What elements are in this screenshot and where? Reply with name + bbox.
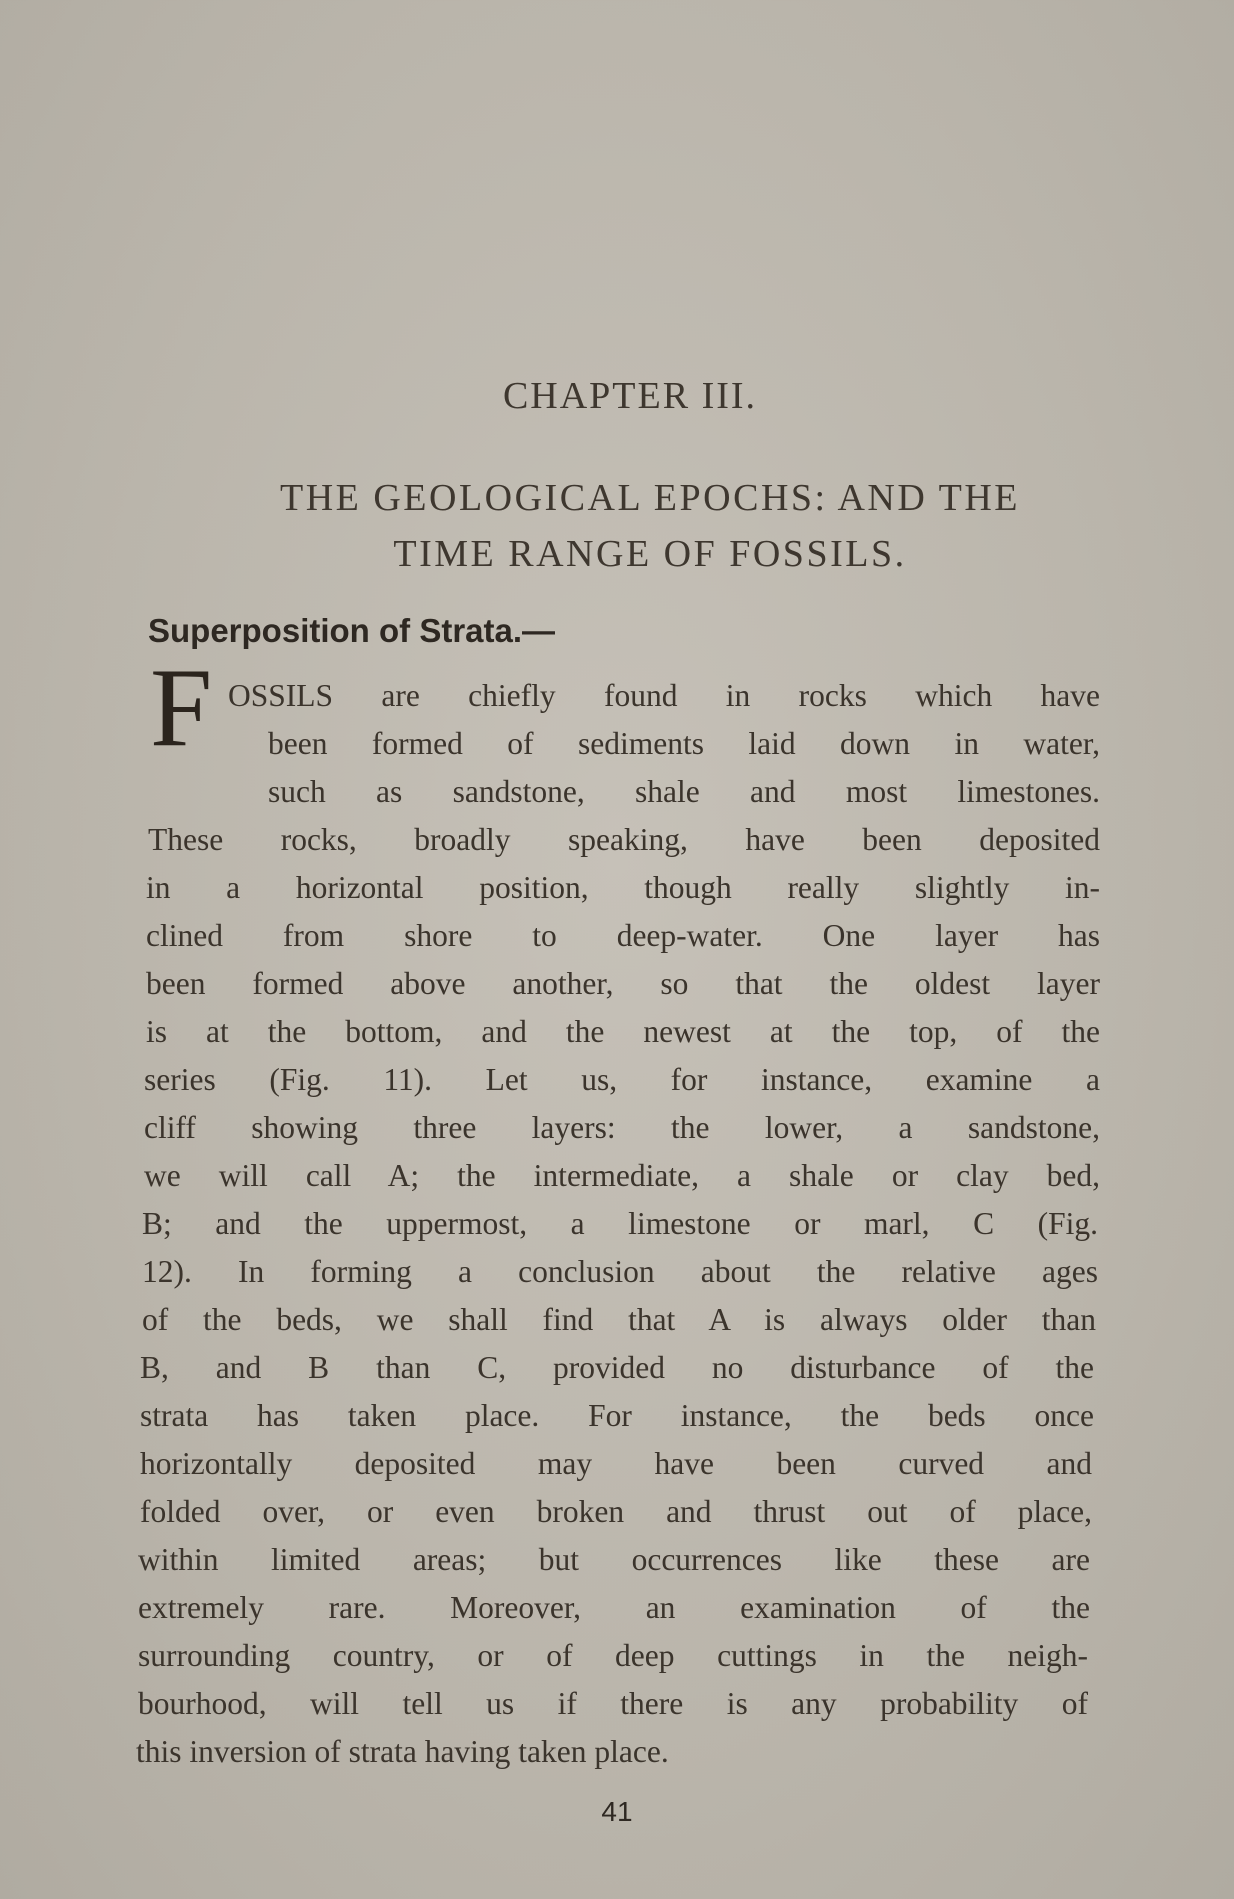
paragraph-line: clined from shore to deep-water. One layer has <box>146 918 1100 953</box>
paragraph-line: cliff showing three layers: the lower, a sandstone, <box>144 1110 1100 1145</box>
paragraph-line: bourhood, will tell us if there is any probability of <box>138 1686 1088 1721</box>
paragraph-line: is at the bottom, and the newest at the top, of the <box>146 1014 1100 1049</box>
section-heading: Superposition of Strata.— <box>148 612 556 649</box>
paragraph-line: B, and B than C, provided no disturbance of the <box>140 1350 1094 1385</box>
paragraph-line: series (Fig. 11). Let us, for instance, examine a <box>144 1062 1100 1097</box>
paragraph-line: this inversion of strata having taken place. <box>136 1734 669 1769</box>
drop-cap: F <box>150 646 213 770</box>
paragraph-line: horizontally deposited may have been curved and <box>140 1446 1092 1481</box>
paragraph-line: of the beds, we shall find that A is always older than <box>142 1302 1096 1337</box>
page-number: 41 <box>601 1796 633 1827</box>
paragraph-line: within limited areas; but occurrences like these are <box>138 1542 1090 1577</box>
paragraph-line: been formed of sediments laid down in water, <box>268 726 1100 761</box>
paragraph-line: extremely rare. Moreover, an examination of the <box>138 1590 1090 1625</box>
paragraph-line: been formed above another, so that the oldest layer <box>146 966 1100 1001</box>
paragraph-line: B; and the uppermost, a limestone or marl, C (Fig. <box>142 1206 1098 1241</box>
chapter-heading: CHAPTER III. <box>502 375 758 417</box>
paragraph-line: 12). In forming a conclusion about the relative ages <box>142 1254 1098 1289</box>
paragraph-line: strata has taken place. For instance, the beds once <box>140 1398 1094 1433</box>
paragraph-line: OSSILS are chiefly found in rocks which have <box>228 678 1100 713</box>
chapter-title-line-1: THE GEOLOGICAL EPOCHS: AND THE <box>280 477 1020 519</box>
chapter-title <box>150 470 1150 582</box>
paragraph-line: such as sandstone, shale and most limestones. <box>268 774 1100 809</box>
chapter-title-line-2: TIME RANGE OF FOSSILS. <box>393 533 907 575</box>
paragraph-line: folded over, or even broken and thrust out of place, <box>140 1494 1092 1529</box>
paragraph-line: we will call A; the intermediate, a shale or clay bed, <box>144 1158 1100 1193</box>
paragraph-line: in a horizontal position, though really slightly in- <box>146 870 1100 905</box>
paragraph-line: surrounding country, or of deep cuttings in the neigh- <box>138 1638 1088 1673</box>
paragraph-line: These rocks, broadly speaking, have been deposited <box>148 822 1100 857</box>
